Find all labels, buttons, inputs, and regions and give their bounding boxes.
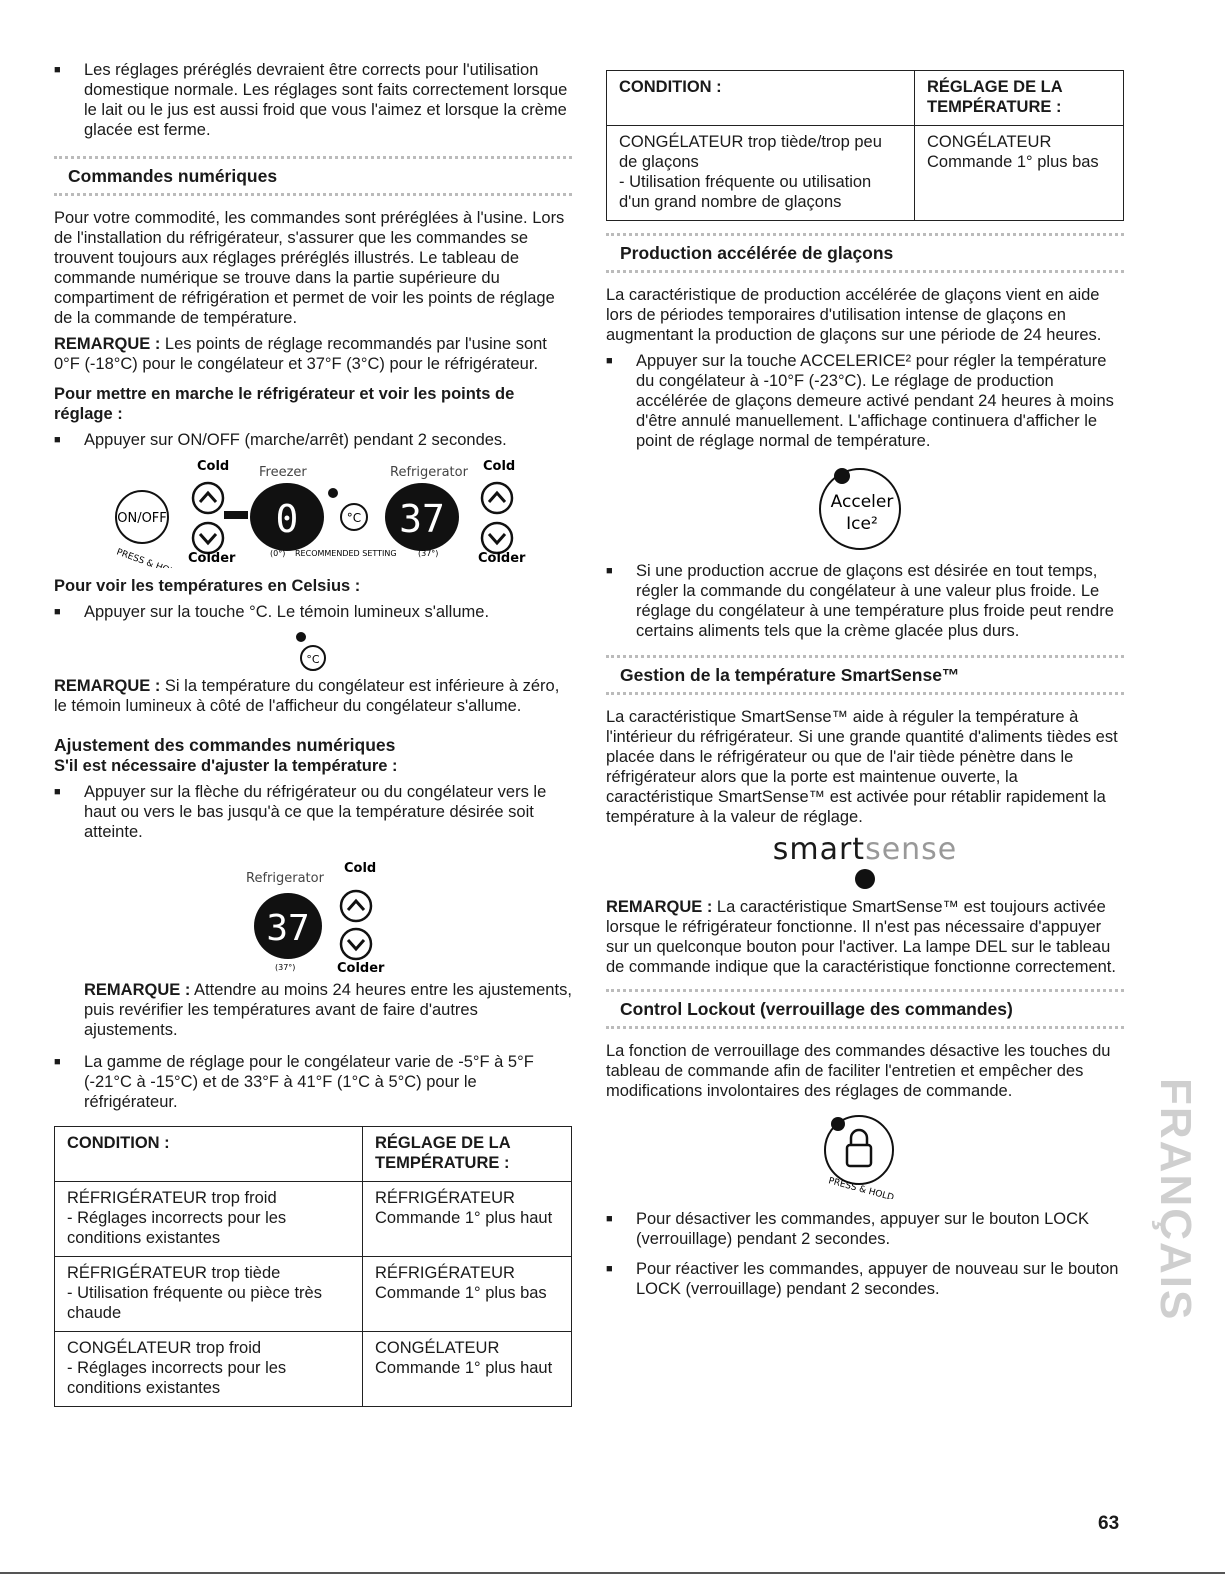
- paragraph-production: La caractéristique de production accélérée de glaçons vient en aide lors de périodes temporaires d'utilisation intense de glaçons en augmentant la production de glaçons sur une période de 24 heures.: [606, 286, 1102, 344]
- chevron-up-icon: [348, 901, 364, 910]
- control-panel-figure: [54, 456, 572, 568]
- lock-figure: [606, 1107, 1124, 1199]
- cold-label: Cold: [344, 861, 377, 876]
- paragraph-lockout: La fonction de verrouillage des commandes désactive les touches du tableau de commande afin de faciliter l'entretien et empêcher des modifications involontaires des réglages de commande.: [606, 1042, 1111, 1100]
- bottom-rule: [0, 1572, 1225, 1574]
- onoff-label: ON/OFF: [117, 511, 167, 526]
- remarque-1: REMARQUE : Les points de réglage recommandés par l'usine sont 0°F (-18°C) pour le congélateur et 37°F (3°C) pour le réfrigérateur.: [54, 335, 547, 373]
- colder-left-label: Colder: [188, 551, 236, 566]
- condition-table-left: [54, 1126, 572, 1407]
- chevron-down-icon: [348, 940, 364, 949]
- bullet-intro: ■ Les réglages préréglés devraient être corrects pour l'utilisation domestique normale. Les réglages sont faits correctement lorsque le lait ou le jus est aussi froid que vous l'aimez et lorsque la crème glacée est ferme.: [54, 60, 572, 140]
- heading-control-lockout: Control Lockout (verrouillage des commandes): [606, 989, 1124, 1029]
- lock-svg: [606, 1107, 1124, 1199]
- bullet-gamme: ■ La gamme de réglage pour le congélateur varie de -5°F à 5°F (-21°C à -15°C) et de 33°F à 41°F (1°C à 5°C) pour le réfrigérateur.: [54, 1052, 572, 1112]
- celsius-button-label: °C: [346, 511, 362, 525]
- rec-value: (37°): [275, 963, 296, 972]
- cold-left-label: Cold: [197, 459, 230, 474]
- lock-icon: [847, 1145, 871, 1166]
- freezer-display-value: 0: [275, 497, 299, 541]
- chevron-up-icon: [200, 493, 216, 502]
- fridge-down-button[interactable]: [482, 523, 512, 553]
- table-cell: RÉFRIGÉRATEUR Commande 1° plus haut: [363, 1182, 572, 1257]
- colder-right-label: Colder: [478, 551, 526, 566]
- right-column: [606, 70, 1124, 1305]
- freezer-up-button[interactable]: [193, 483, 223, 513]
- fridge-up-button[interactable]: [341, 891, 371, 921]
- table-cell: CONGÉLATEUR trop froid - Réglages incorrects pour les conditions existantes: [55, 1332, 363, 1407]
- table-cell: CONGÉLATEUR trop tiède/trop peu de glaçons - Utilisation fréquente ou utilisation d'un grand nombre de glaçons: [607, 126, 915, 221]
- logo-sense: sense: [865, 832, 958, 867]
- chevron-down-icon: [200, 534, 216, 543]
- smartsense-logo: [606, 833, 1124, 897]
- bullet-onoff: ■ Appuyer sur ON/OFF (marche/arrêt) pendant 2 secondes.: [54, 430, 572, 450]
- rec-text: RECOMMENDED SETTING: [295, 549, 397, 558]
- refrigerator-label: Refrigerator: [390, 465, 468, 480]
- fridge-up-button[interactable]: [482, 483, 512, 513]
- freezer-down-button[interactable]: [193, 523, 223, 553]
- colder-label: Colder: [337, 961, 385, 976]
- press-hold-label: PRESS & HOLD: [114, 547, 182, 568]
- indicator-dot: [296, 632, 306, 642]
- table-row: [55, 1182, 572, 1257]
- bullet-desactiver: ■ Pour désactiver les commandes, appuyer sur le bouton LOCK (verrouillage) pendant 2 secondes.: [606, 1209, 1124, 1249]
- table-cell: RÉFRIGÉRATEUR trop froid - Réglages incorrects pour les conditions existantes: [55, 1182, 363, 1257]
- accelerice-svg: [606, 457, 1124, 557]
- refrigerator-label: Refrigerator: [246, 871, 324, 886]
- cold-right-label: Cold: [483, 459, 516, 474]
- rec-right: (37°): [418, 549, 439, 558]
- lock-press-hold: PRESS & HOLD: [827, 1176, 895, 1199]
- bullet-accrue: ■ Si une production accrue de glaçons est désirée en tout temps, régler la commande du congélateur à une valeur plus froide. Le réglage du congélateur à une température plus froide peut rendre certains aliments tels que la crème glacée plus durs.: [606, 561, 1124, 641]
- table-row: [607, 126, 1124, 221]
- table-cell: RÉFRIGÉRATEUR trop tiède - Utilisation fréquente ou pièce très chaude: [55, 1257, 363, 1332]
- paragraph-commodite: Pour votre commodité, les commandes sont préréglées à l'usine. Lors de l'installation du réfrigérateur, s'assurer que les commandes se trouvent toujours aux réglages préréglés illustrés. Le tableau de commande numérique se trouve dans la partie supérieure du compartiment de réfrigération et permet de voir les points de réglage de la commande de température.: [54, 209, 565, 327]
- chevron-up-icon: [489, 493, 505, 502]
- bullet-fleche: ■ Appuyer sur la flèche du réfrigérateur ou du congélateur vers le haut ou vers le bas jusqu'à ce que la température désirée soit atteinte.: [54, 782, 572, 842]
- fridge-down-button[interactable]: [341, 929, 371, 959]
- table-header-condition: CONDITION :: [55, 1127, 363, 1182]
- table-header-reglage: RÉGLAGE DE LA TEMPÉRATURE :: [915, 71, 1124, 126]
- indicator-dot: [831, 1117, 845, 1131]
- left-column: [54, 60, 572, 1407]
- heading-production-acceleree: Production accélérée de glaçons: [606, 233, 1124, 273]
- indicator-dot: [855, 869, 875, 889]
- table-cell: CONGÉLATEUR Commande 1° plus bas: [915, 126, 1124, 221]
- fridge-display-value: 37: [399, 497, 445, 541]
- bullet-accel: ■ Appuyer sur la touche ACCELERICE² pour régler la température du congélateur à -10°F (-23°C). Le réglage de production accélérée de glaçons demeure activé pendant 24 heures à moins d'être annulé manuellement. L'affichage continuera d'afficher le point de réglage normal de température.: [606, 351, 1124, 451]
- heading-celsius: Pour voir les températures en Celsius :: [54, 577, 361, 595]
- table-cell: RÉFRIGÉRATEUR Commande 1° plus bas: [363, 1257, 572, 1332]
- remarque-smartsense: REMARQUE : La caractéristique SmartSense™ est toujours activée lorsque le réfrigérateur fonctionne. Il n'est pas nécessaire d'appuyer sur un quelconque bouton pour l'activer. La lampe DEL sur le tableau de commande indique que la caractéristique fonctionne correctement.: [606, 898, 1116, 976]
- page-number: 63: [1098, 1513, 1120, 1534]
- heading-commandes-numeriques: Commandes numériques: [54, 156, 572, 196]
- logo-smart: smart: [772, 832, 866, 867]
- remarque-2: REMARQUE : Si la température du congélateur est inférieure à zéro, le témoin lumineux à côté de l'afficheur du congélateur s'allume.: [54, 677, 560, 715]
- chevron-down-icon: [489, 534, 505, 543]
- bullet-reactiver: ■ Pour réactiver les commandes, appuyer de nouveau sur le bouton LOCK (verrouillage) pendant 2 secondes.: [606, 1259, 1124, 1299]
- table-row: [55, 1332, 572, 1407]
- heading-sil-necessaire: S'il est nécessaire d'ajuster la température :: [54, 757, 398, 775]
- table-header-reglage: RÉGLAGE DE LA TEMPÉRATURE :: [363, 1127, 572, 1182]
- indicator-dot: [328, 488, 338, 498]
- remarque-3: REMARQUE : Attendre au moins 24 heures entre les ajustements, puis revérifier les températures avant de faire d'autres ajustements.: [84, 981, 572, 1039]
- celsius-icon-svg: [54, 628, 572, 676]
- indicator-dot: [834, 468, 850, 484]
- table-row: [55, 1257, 572, 1332]
- paragraph-smartsense: La caractéristique SmartSense™ aide à réguler la température à l'intérieur du réfrigérateur. Si une grande quantité d'aliments tièdes est placée dans le réfrigérateur ou que de l'air tiède pénètre dans le réfrigérateur alors que la porte est maintenue ouverte, la caractéristique SmartSense™ est activée pour rétablir rapidement la température à la valeur de réglage.: [606, 708, 1118, 826]
- accelerice-line1: Acceler: [830, 492, 894, 512]
- table-cell: CONGÉLATEUR Commande 1° plus haut: [363, 1332, 572, 1407]
- heading-mettre-en-marche: Pour mettre en marche le réfrigérateur et voir les points de réglage :: [54, 385, 515, 423]
- heading-ajustement: Ajustement des commandes numériques: [54, 735, 396, 755]
- celsius-icon-label: °C: [306, 653, 320, 666]
- bullet-celsius: ■ Appuyer sur la touche °C. Le témoin lumineux s'allume.: [54, 602, 572, 622]
- accelerice-figure: [606, 457, 1124, 557]
- fridge-adjust-figure: [54, 848, 572, 976]
- heading-smartsense: Gestion de la température SmartSense™: [606, 655, 1124, 695]
- fridge-display-value: 37: [266, 908, 310, 949]
- table-header-condition: CONDITION :: [607, 71, 915, 126]
- side-language-tab: FRANÇAIS: [1151, 1078, 1200, 1322]
- celsius-figure: [54, 628, 572, 676]
- rec-left: (0°): [270, 549, 286, 558]
- fridge-adjust-svg: [54, 848, 572, 976]
- accelerice-line2: Ice²: [846, 514, 878, 534]
- control-panel-svg: [54, 456, 572, 568]
- freezer-label: Freezer: [259, 465, 307, 480]
- condition-table-right: [606, 70, 1124, 221]
